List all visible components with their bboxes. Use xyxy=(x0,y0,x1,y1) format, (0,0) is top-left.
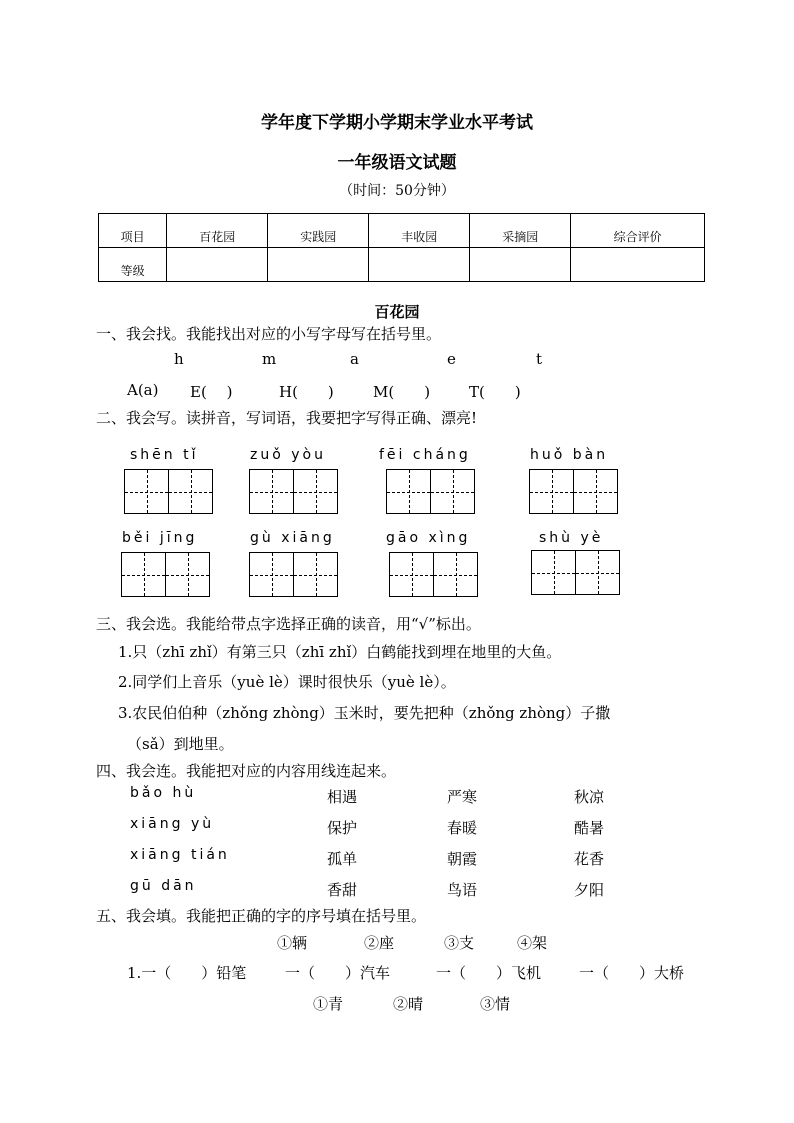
q4-word[interactable]: 香甜 xyxy=(327,881,358,899)
writing-cell[interactable] xyxy=(389,552,434,597)
q1-letter: m xyxy=(262,350,277,368)
grade-cell: 百花园 xyxy=(167,214,268,248)
grade-cell: 实践园 xyxy=(268,214,369,248)
q1-letter: a xyxy=(350,350,359,368)
exam-subtitle: 一年级语文试题 xyxy=(337,153,457,173)
exam-title: 学年度下学期小学期末学业水平考试 xyxy=(261,113,533,133)
grade-table-value-row xyxy=(99,248,705,282)
writing-cell[interactable] xyxy=(573,469,618,514)
exam-time: （时间：50分钟） xyxy=(339,183,455,199)
q2-title: 二、我会写。读拼音，写词语，我要把字写得正确、漂亮! xyxy=(96,409,478,427)
q1-answer: A(a) xyxy=(127,381,159,399)
q1-answer[interactable]: E( ) xyxy=(190,383,233,401)
writing-grid[interactable] xyxy=(529,469,618,514)
writing-cell[interactable] xyxy=(124,469,169,514)
q3-item[interactable]: 3.农民伯伯种（zhǒng zhòng）玉米时，要先把种（zhǒng zhòng）子撒 xyxy=(118,704,611,722)
q5-blank[interactable]: 一（ ）汽车 xyxy=(285,964,391,982)
q5-option: ②座 xyxy=(364,934,395,952)
q4-pinyin[interactable]: gū dān xyxy=(130,878,197,894)
q5-option: ①辆 xyxy=(277,934,308,952)
pinyin-label: huǒ bàn xyxy=(530,447,609,463)
q4-pinyin[interactable]: bǎo hù xyxy=(130,785,197,801)
grade-cell: 采摘园 xyxy=(470,214,571,248)
writing-cell[interactable] xyxy=(529,469,574,514)
q1-title: 一、我会找。我能找出对应的小写字母写在括号里。 xyxy=(96,325,442,343)
writing-cell[interactable] xyxy=(575,550,620,595)
q1-letter: e xyxy=(447,350,456,368)
grade-cell: 等级 xyxy=(99,248,167,282)
pinyin-label: běi jīng xyxy=(122,530,198,546)
q4-word[interactable]: 鸟语 xyxy=(447,881,478,899)
writing-cell[interactable] xyxy=(386,469,431,514)
q4-word[interactable]: 保护 xyxy=(327,819,358,837)
q5-option: ②晴 xyxy=(393,995,424,1013)
q5-option: ③支 xyxy=(444,934,475,952)
q4-word[interactable]: 相遇 xyxy=(327,788,358,806)
section-title: 百花园 xyxy=(374,303,420,321)
q4-word[interactable]: 花香 xyxy=(574,850,605,868)
writing-cell[interactable] xyxy=(293,552,338,597)
writing-grid[interactable] xyxy=(531,550,620,595)
q3-title: 三、我会选。我能给带点字选择正确的读音，用“√”标出。 xyxy=(96,615,481,633)
grade-cell: 综合评价 xyxy=(571,214,705,248)
writing-grid[interactable] xyxy=(386,469,475,514)
pinyin-label: zuǒ yòu xyxy=(250,447,326,463)
writing-cell[interactable] xyxy=(165,552,210,597)
writing-grid[interactable] xyxy=(389,552,478,597)
q1-letter: h xyxy=(174,350,184,368)
grade-input-cell[interactable] xyxy=(571,248,705,282)
writing-grid[interactable] xyxy=(124,469,213,514)
grade-cell: 项目 xyxy=(99,214,167,248)
q5-option: ①青 xyxy=(313,995,344,1013)
grade-input-cell[interactable] xyxy=(167,248,268,282)
q3-item[interactable]: 2.同学们上音乐（yuè lè）课时很快乐（yuè lè）。 xyxy=(118,673,456,691)
writing-cell[interactable] xyxy=(430,469,475,514)
q4-word[interactable]: 春暖 xyxy=(447,819,478,837)
writing-grid[interactable] xyxy=(249,552,338,597)
q1-letter: t xyxy=(536,350,543,368)
q5-title: 五、我会填。我能把正确的字的序号填在括号里。 xyxy=(96,907,427,925)
grade-input-cell[interactable] xyxy=(470,248,571,282)
writing-cell[interactable] xyxy=(433,552,478,597)
q4-title: 四、我会连。我能把对应的内容用线连起来。 xyxy=(96,762,397,780)
pinyin-label: gāo xìng xyxy=(386,530,471,546)
writing-cell[interactable] xyxy=(249,552,294,597)
grade-input-cell[interactable] xyxy=(268,248,369,282)
pinyin-label: shù yè xyxy=(539,530,604,546)
pinyin-label: gù xiāng xyxy=(250,530,335,546)
grade-input-cell[interactable] xyxy=(369,248,470,282)
q4-word[interactable]: 朝霞 xyxy=(447,850,478,868)
q3-item[interactable]: （sǎ）到地里。 xyxy=(127,735,234,753)
q5-option: ③情 xyxy=(480,995,511,1013)
q5-blank[interactable]: 一（ ）飞机 xyxy=(436,964,542,982)
grade-table-header-row xyxy=(99,214,705,248)
q1-answer[interactable]: T( ) xyxy=(469,383,521,401)
q4-word[interactable]: 秋凉 xyxy=(574,788,605,806)
writing-cell[interactable] xyxy=(249,469,294,514)
writing-grid[interactable] xyxy=(121,552,210,597)
q5-option: ④架 xyxy=(517,934,548,952)
pinyin-label: fēi cháng xyxy=(379,447,471,463)
writing-cell[interactable] xyxy=(121,552,166,597)
q4-pinyin[interactable]: xiāng yù xyxy=(130,816,215,832)
writing-cell[interactable] xyxy=(293,469,338,514)
writing-grid[interactable] xyxy=(249,469,338,514)
q3-item[interactable]: 1.只（zhī zhǐ）有第三只（zhī zhǐ）白鹤能找到埋在地里的大鱼。 xyxy=(118,643,562,661)
q5-blank[interactable]: 1.一（ ）铅笔 xyxy=(127,964,247,982)
grade-cell: 丰收园 xyxy=(369,214,470,248)
q4-pinyin[interactable]: xiāng tián xyxy=(130,847,230,863)
grade-table xyxy=(98,213,705,282)
writing-cell[interactable] xyxy=(168,469,213,514)
writing-cell[interactable] xyxy=(531,550,576,595)
pinyin-label: shēn tǐ xyxy=(130,447,199,463)
q1-answer[interactable]: H( ) xyxy=(279,383,334,401)
q4-word[interactable]: 酷暑 xyxy=(574,819,605,837)
q4-word[interactable]: 孤单 xyxy=(327,850,358,868)
q1-answer[interactable]: M( ) xyxy=(373,383,431,401)
q4-word[interactable]: 严寒 xyxy=(447,788,478,806)
q5-blank[interactable]: 一（ ）大桥 xyxy=(579,964,685,982)
q4-word[interactable]: 夕阳 xyxy=(574,881,605,899)
